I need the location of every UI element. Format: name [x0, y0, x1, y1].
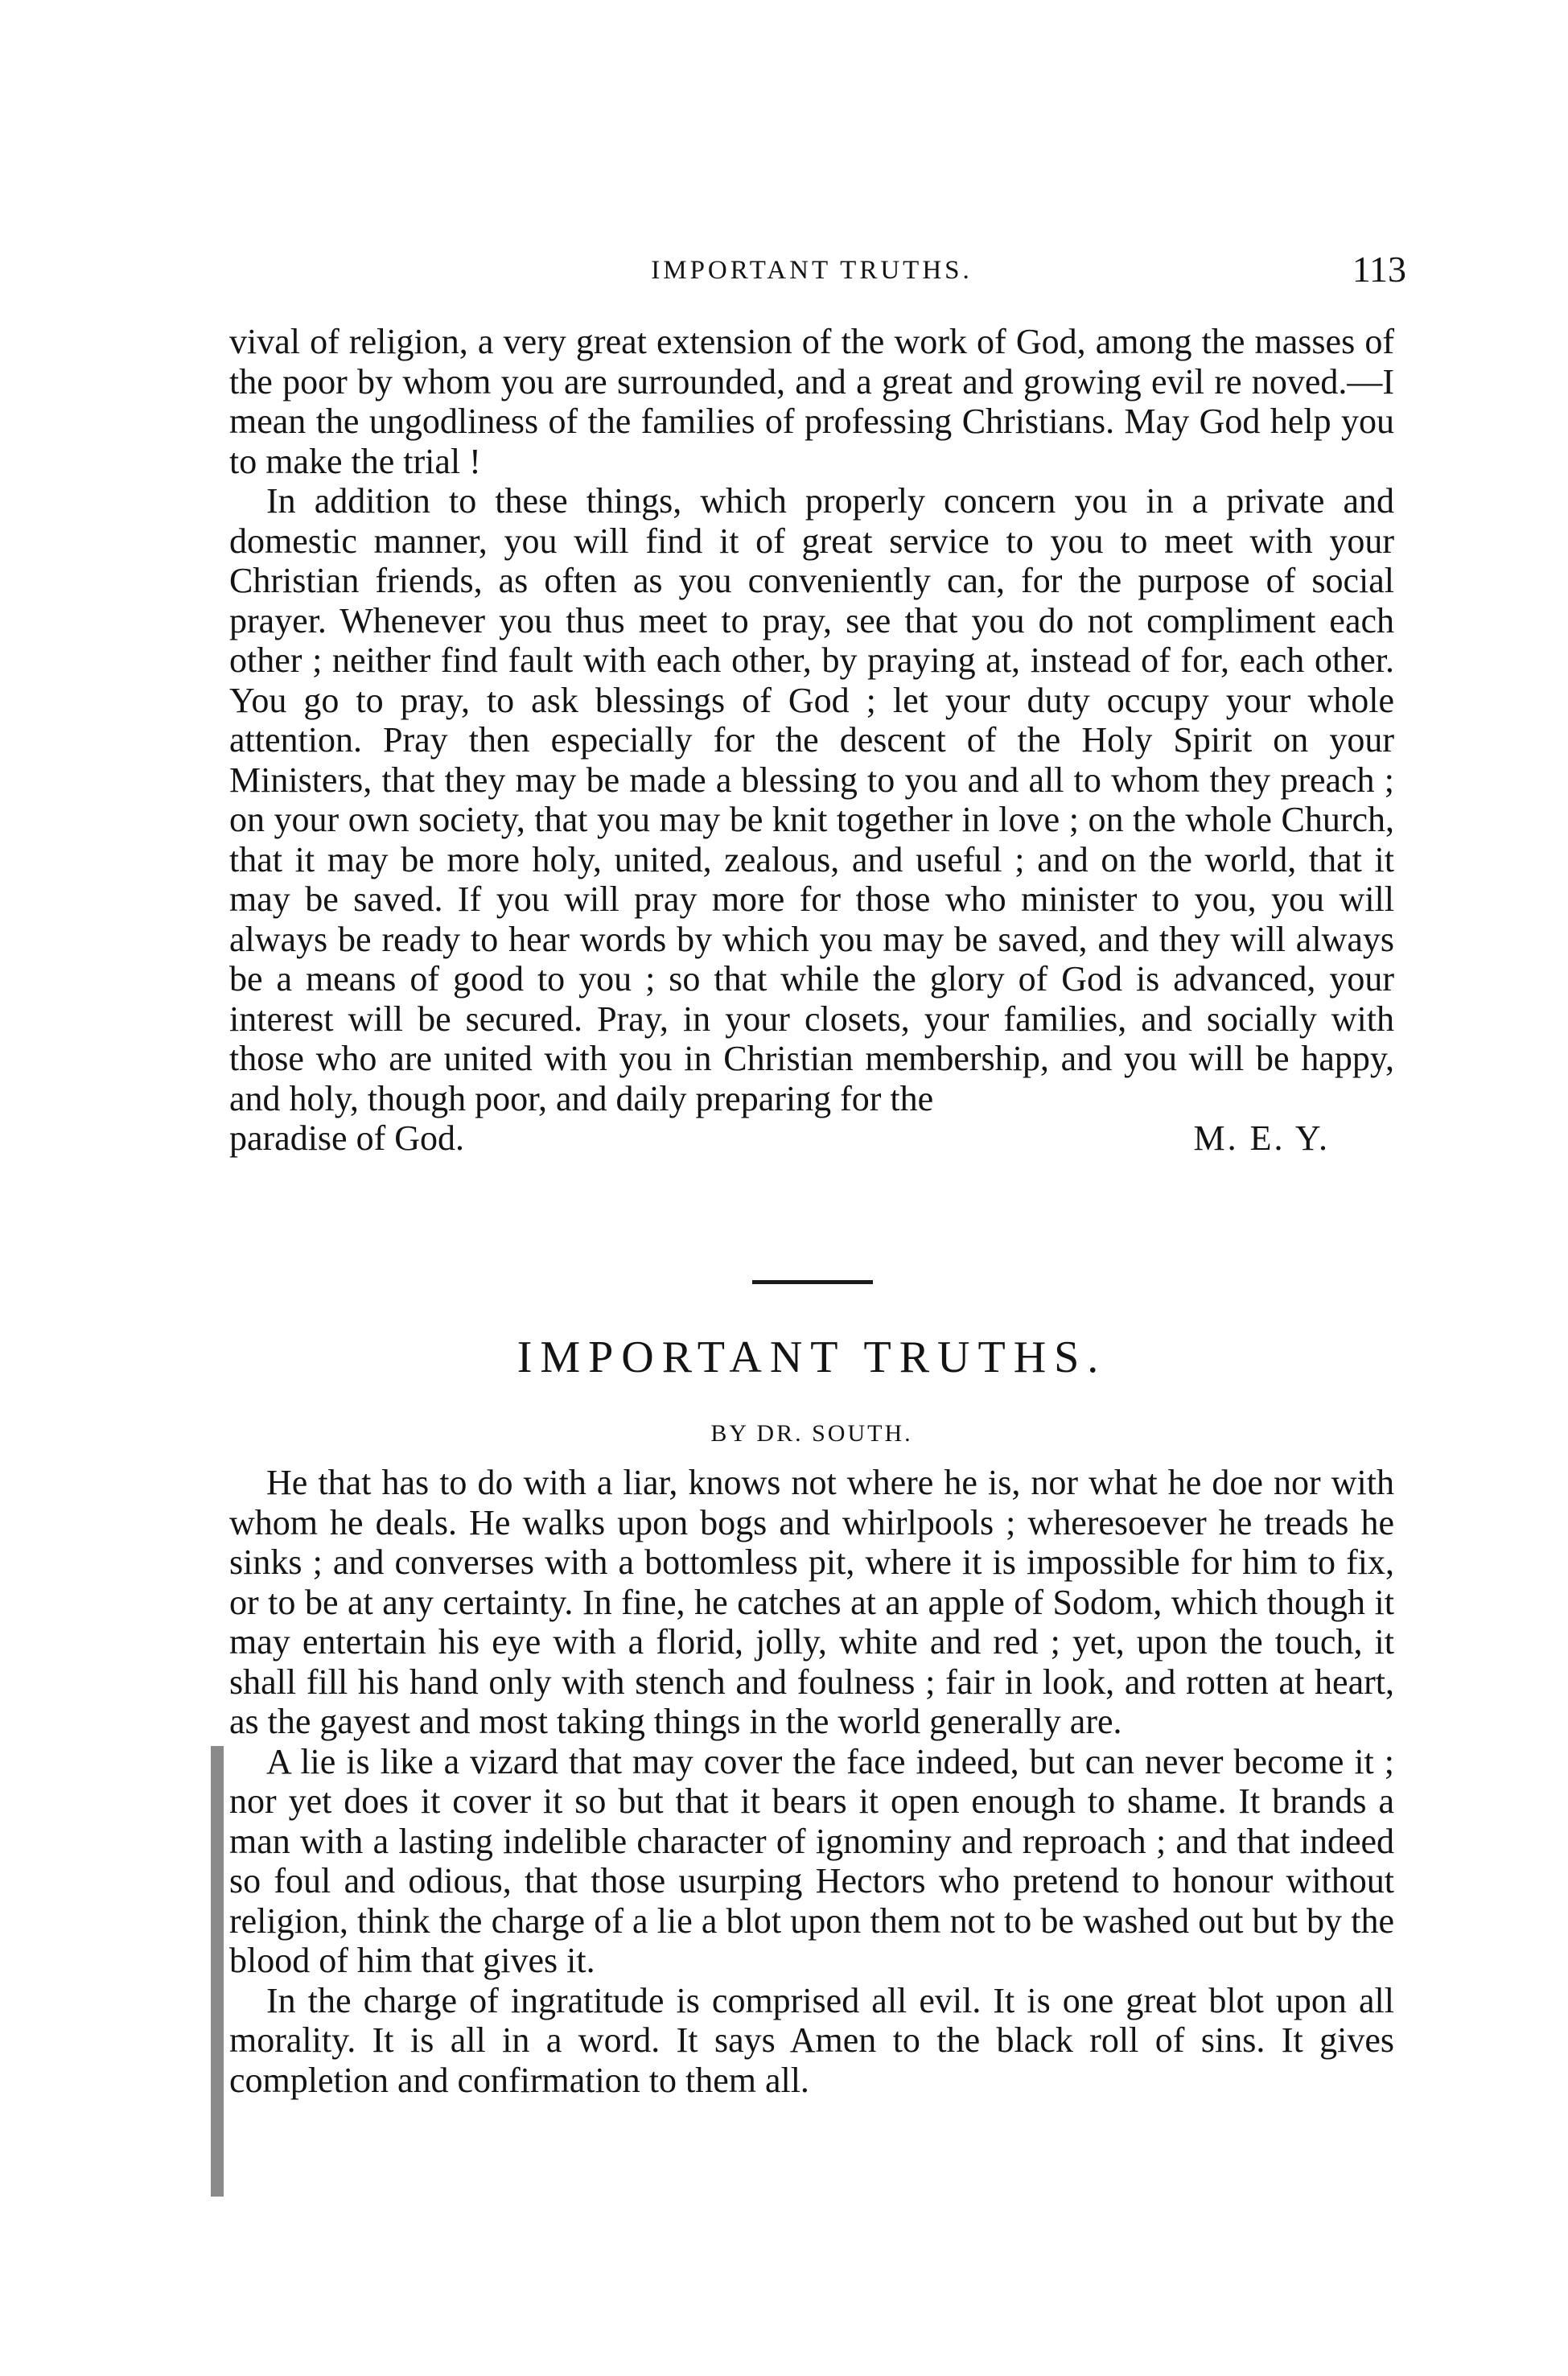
running-title: IMPORTANT TRUTHS.	[651, 256, 973, 285]
article-title: IMPORTANT TRUTHS.	[516, 1332, 1107, 1382]
article-byline: BY DR. SOUTH.	[710, 1420, 913, 1447]
closing-text: paradise of God.	[229, 1118, 465, 1158]
section-divider	[752, 1280, 873, 1284]
closing-line	[229, 1118, 1394, 1159]
page-number: 113	[1352, 249, 1406, 290]
paragraph: A lie is like a vizard that may cover the face indeed, but can never become it ; nor yet does it cover it so but that it bears it open enough to shame. It brands a man with a lasting indelible character of ignominy and reproach ; and that indeed so foul and odious, that those usurping Hectors who pretend to honour without religion, think the charge of a lie a blot upon them not to be washed out but by the blood of him that gives it.	[229, 1741, 1394, 1980]
binding-shadow	[211, 1746, 224, 2197]
paragraph: In the charge of ingratitude is comprised all evil. It is one great blot upon all morality. It is all in a word. It says Amen to the black roll of sins. It gives completion and confirmation to them all.	[229, 1980, 1394, 2100]
paragraph: vival of religion, a very great extension of the work of God, among the masses of the poor by whom you are surrounded, and a great and growing evil re noved.—I mean the ungodliness of the families of professing Christians. May God help you to make the trial !	[229, 322, 1394, 481]
paragraph: In addition to these things, which properly concern you in a private and domestic manner, you will find it of great service to you to meet with your Christian friends, as often as you conveniently can, for the purpose of social prayer. Whenever you thus meet to pray, see that you do not compliment each other ; neither find fault with each other, by praying at, instead of for, each other. You go to pray, to ask blessings of God ; let your duty occupy your whole attention. Pray then especially for the descent of the Holy Spirit on your Ministers, that they may be made a blessing to you and all to whom they preach ; on your own society, that you may be knit together in love ; on the whole Church, that it may be more holy, united, zealous, and useful ; and on the world, that it may be saved. If you will pray more for those who minister to you, you will always be ready to hear words by which you may be saved, and they will always be a means of good to you ; so that while the glory of God is advanced, your interest will be secured. Pray, in your closets, your families, and socially with those who are united with you in Christian membership, and you will be happy, and holy, though poor, and daily preparing for the	[229, 481, 1394, 1118]
running-head	[217, 248, 1406, 296]
author-signature: M. E. Y.	[1193, 1118, 1330, 1158]
paragraph: He that has to do with a liar, knows not where he is, nor what he doe nor with whom he deals. He walks upon bogs and whirlpools ; wheresoever he treads he sinks ; and converses with a bottomless pit, where it is impossible for him to fix, or to be at any certainty. In fine, he catches at an apple of Sodom, which though it may entertain his eye with a florid, jolly, white and red ; yet, upon the touch, it shall fill his hand only with stench and foulness ; fair in look, and rotten at heart, as the gayest and most taking things in the world generally are.	[229, 1463, 1394, 1741]
article-body	[229, 1463, 1394, 2100]
previous-article-text	[229, 322, 1394, 1159]
